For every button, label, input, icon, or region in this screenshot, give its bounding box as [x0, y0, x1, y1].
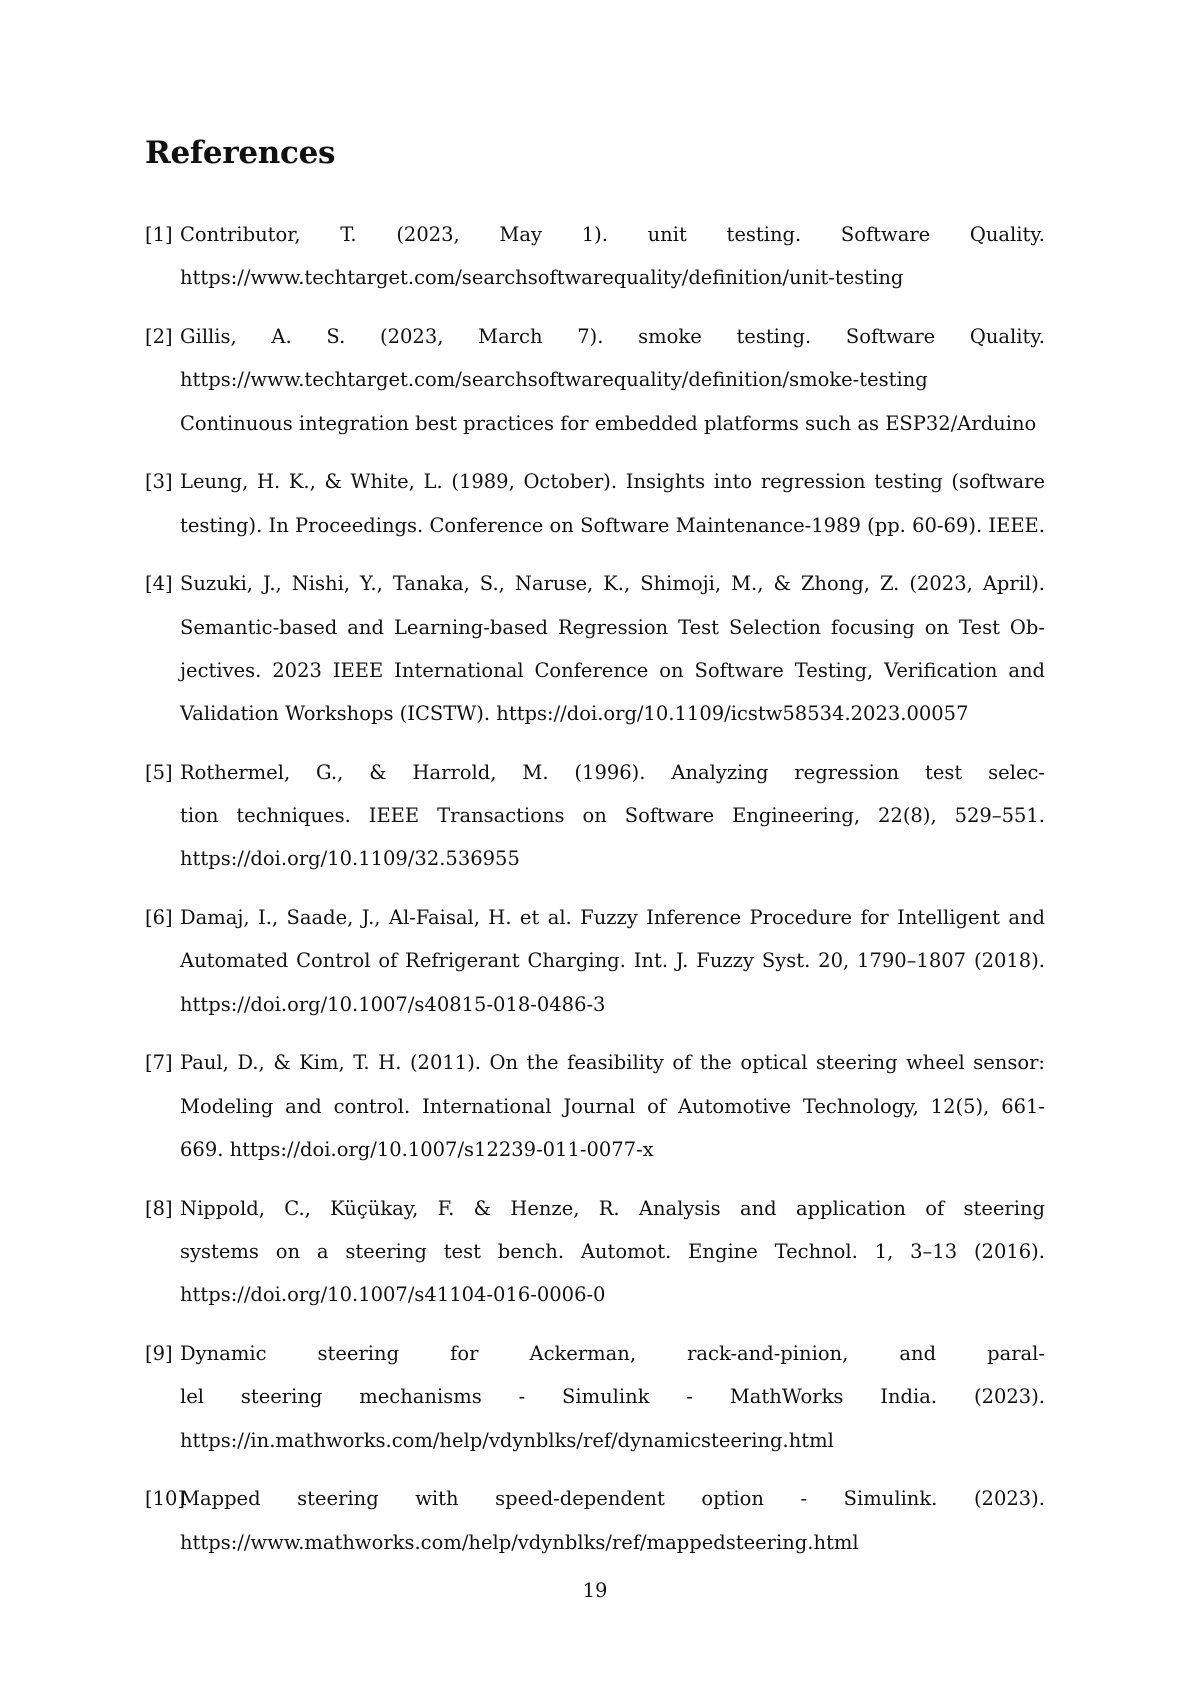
reference-item	[145, 562, 1045, 735]
reference-list	[145, 213, 1045, 1579]
reference-line: lel steering mechanisms - Simulink - MathWorks India. (2023).	[180, 1385, 1045, 1409]
reference-item	[145, 1041, 1045, 1171]
reference-number: [5]	[145, 760, 173, 784]
references-heading: References	[145, 135, 336, 171]
reference-number: [10]	[145, 1487, 186, 1511]
reference-line: Gillis, A. S. (2023, March 7). smoke testing. Software Quality.	[180, 324, 1045, 348]
reference-line: Contributor, T. (2023, May 1). unit testing. Software Quality.	[180, 223, 1045, 246]
reference-number: [1]	[145, 223, 173, 246]
reference-line: Automated Control of Refrigerant Charging. Int. J. Fuzzy Syst. 20, 1790–1807 (2018).	[180, 949, 1045, 973]
reference-link[interactable]: https://www.mathworks.com/help/vdynblks/ref/mappedsteering.html	[180, 1530, 859, 1554]
reference-link[interactable]: https://doi.org/10.1109/32.536955	[180, 847, 520, 871]
reference-item	[145, 213, 1045, 300]
reference-line: testing). In Proceedings. Conference on Software Maintenance-1989 (pp. 60-69). IEEE.	[180, 513, 1045, 537]
reference-number: [2]	[145, 324, 173, 348]
reference-item	[145, 1187, 1045, 1317]
reference-item	[145, 1332, 1045, 1462]
reference-line: Damaj, I., Saade, J., Al-Faisal, H. et al. Fuzzy Inference Procedure for Intelligent and	[180, 906, 1045, 930]
reference-line: Nippold, C., Küçükay, F. & Henze, R. Analysis and application of steering	[180, 1196, 1045, 1220]
reference-item	[145, 896, 1045, 1026]
reference-line: systems on a steering test bench. Automot. Engine Technol. 1, 3–13 (2016).	[180, 1239, 1045, 1263]
reference-line: Dynamic steering for Ackerman, rack-and-pinion, and paral-	[180, 1341, 1045, 1365]
reference-line: 669. https://doi.org/10.1007/s12239-011-0077-x	[180, 1137, 654, 1161]
reference-item	[145, 751, 1045, 881]
reference-line: Continuous integration best practices for embedded platforms such as ESP32/Arduino	[180, 411, 1037, 435]
reference-link[interactable]: https://www.techtarget.com/searchsoftwarequality/definition/unit-testing	[180, 266, 904, 290]
reference-line: tion techniques. IEEE Transactions on Software Engineering, 22(8), 529–551.	[180, 804, 1045, 828]
reference-item	[145, 460, 1045, 547]
reference-number: [6]	[145, 906, 173, 930]
reference-link[interactable]: https://in.mathworks.com/help/vdynblks/ref/dynamicsteering.html	[180, 1428, 834, 1452]
reference-number: [7]	[145, 1051, 173, 1075]
reference-link[interactable]: https://www.techtarget.com/searchsoftwarequality/definition/smoke-testing	[180, 368, 928, 392]
reference-line: Paul, D., & Kim, T. H. (2011). On the feasibility of the optical steering wheel sensor:	[180, 1051, 1045, 1075]
reference-number: [4]	[145, 572, 173, 596]
reference-line: jectives. 2023 IEEE International Conference on Software Testing, Verification and	[180, 658, 1045, 682]
reference-item	[145, 315, 1045, 445]
reference-line: Suzuki, J., Nishi, Y., Tanaka, S., Naruse, K., Shimoji, M., & Zhong, Z. (2023, April).	[180, 572, 1045, 596]
reference-item	[145, 1477, 1045, 1564]
reference-line: Modeling and control. International Journal of Automotive Technology, 12(5), 661-	[180, 1094, 1045, 1118]
reference-line: Leung, H. K., & White, L. (1989, October). Insights into regression testing (software	[180, 470, 1045, 494]
reference-line: Rothermel, G., & Harrold, M. (1996). Analyzing regression test selec-	[180, 760, 1045, 784]
page-number: 19	[582, 1579, 608, 1602]
reference-number: [8]	[145, 1196, 173, 1220]
reference-line: Semantic-based and Learning-based Regression Test Selection focusing on Test Ob-	[180, 615, 1045, 639]
reference-line: Mapped steering with speed-dependent option - Simulink. (2023).	[180, 1487, 1045, 1511]
reference-number: [9]	[145, 1341, 173, 1365]
reference-line: Validation Workshops (ICSTW). https://doi.org/10.1109/icstw58534.2023.00057	[180, 702, 969, 726]
reference-number: [3]	[145, 470, 173, 494]
reference-link[interactable]: https://doi.org/10.1007/s40815-018-0486-3	[180, 992, 606, 1016]
reference-link[interactable]: https://doi.org/10.1007/s41104-016-0006-0	[180, 1283, 606, 1307]
